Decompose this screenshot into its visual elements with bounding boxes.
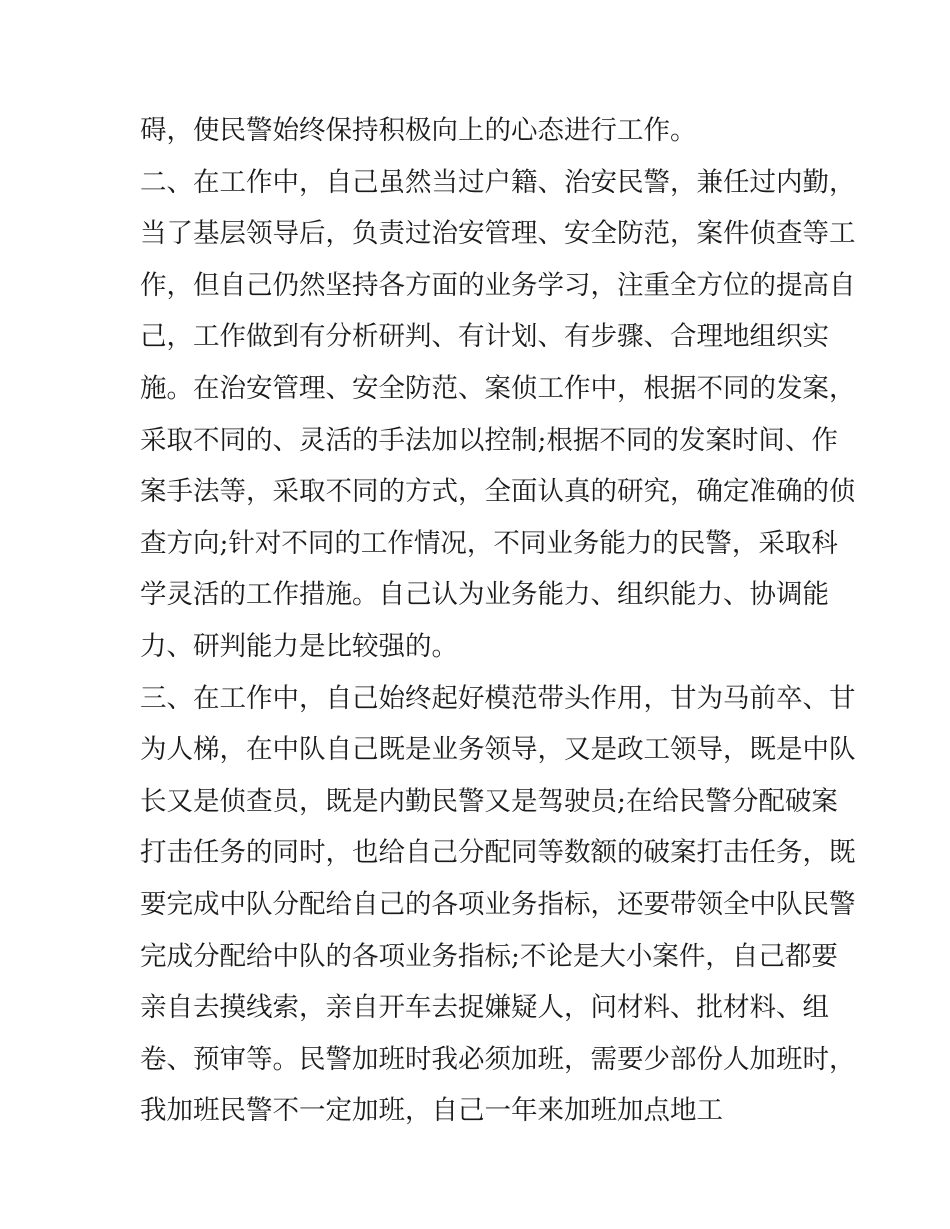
text-line: 力、研判能力是比较强的。 [140,630,458,662]
text-line: 碍，使民警始终保持积极向上的心态进行工作。 [140,115,697,146]
text-line: 采取不同的、灵活的手法加以控制;根据不同的发案时间、作 [140,424,838,456]
text-line: 己，工作做到有分析研判、有计划、有步骤、合理地组织实 [140,321,829,353]
text-line: 作，但自己仍然坚持各方面的业务学习，注重全方位的提高自 [140,269,856,301]
text-line: 为人梯，在中队自己既是业务领导，又是政工领导，既是中队 [140,734,856,766]
text-line: 二、在工作中，自己虽然当过户籍、治安民警，兼任过内勤， [140,166,856,198]
text-line: 我加班民警不一定加班，自己一年来加班加点地工 [140,1095,723,1127]
body-text [140,105,856,1137]
text-line: 亲自去摸线索，亲自开车去捉嫌疑人，问材料、批材料、组 [140,992,829,1024]
text-line: 学灵活的工作措施。自己认为业务能力、组织能力、协调能 [140,579,829,611]
text-line: 当了基层领导后，负责过治安管理、安全防范，案件侦查等工 [140,218,856,250]
text-line: 打击任务的同时，也给自己分配同等数额的破案打击任务，既 [140,837,856,869]
text-line: 长又是侦查员，既是内勤民警又是驾驶员;在给民警分配破案 [140,785,838,817]
text-line: 卷、预审等。民警加班时我必须加班，需要少部份人加班时， [140,1043,856,1075]
text-line: 三、在工作中，自己始终起好模范带头作用，甘为马前卒、甘 [140,682,856,714]
text-line: 查方向;针对不同的工作情况，不同业务能力的民警，采取科 [140,527,838,559]
text-line: 要完成中队分配给自己的各项业务指标，还要带领全中队民警 [140,888,856,920]
text-line: 完成分配给中队的各项业务指标;不论是大小案件，自己都要 [140,940,838,972]
text-line: 案手法等，采取不同的方式，全面认真的研究，确定准确的侦 [140,476,856,508]
text-line: 施。在治安管理、安全防范、案侦工作中，根据不同的发案， [140,372,856,404]
